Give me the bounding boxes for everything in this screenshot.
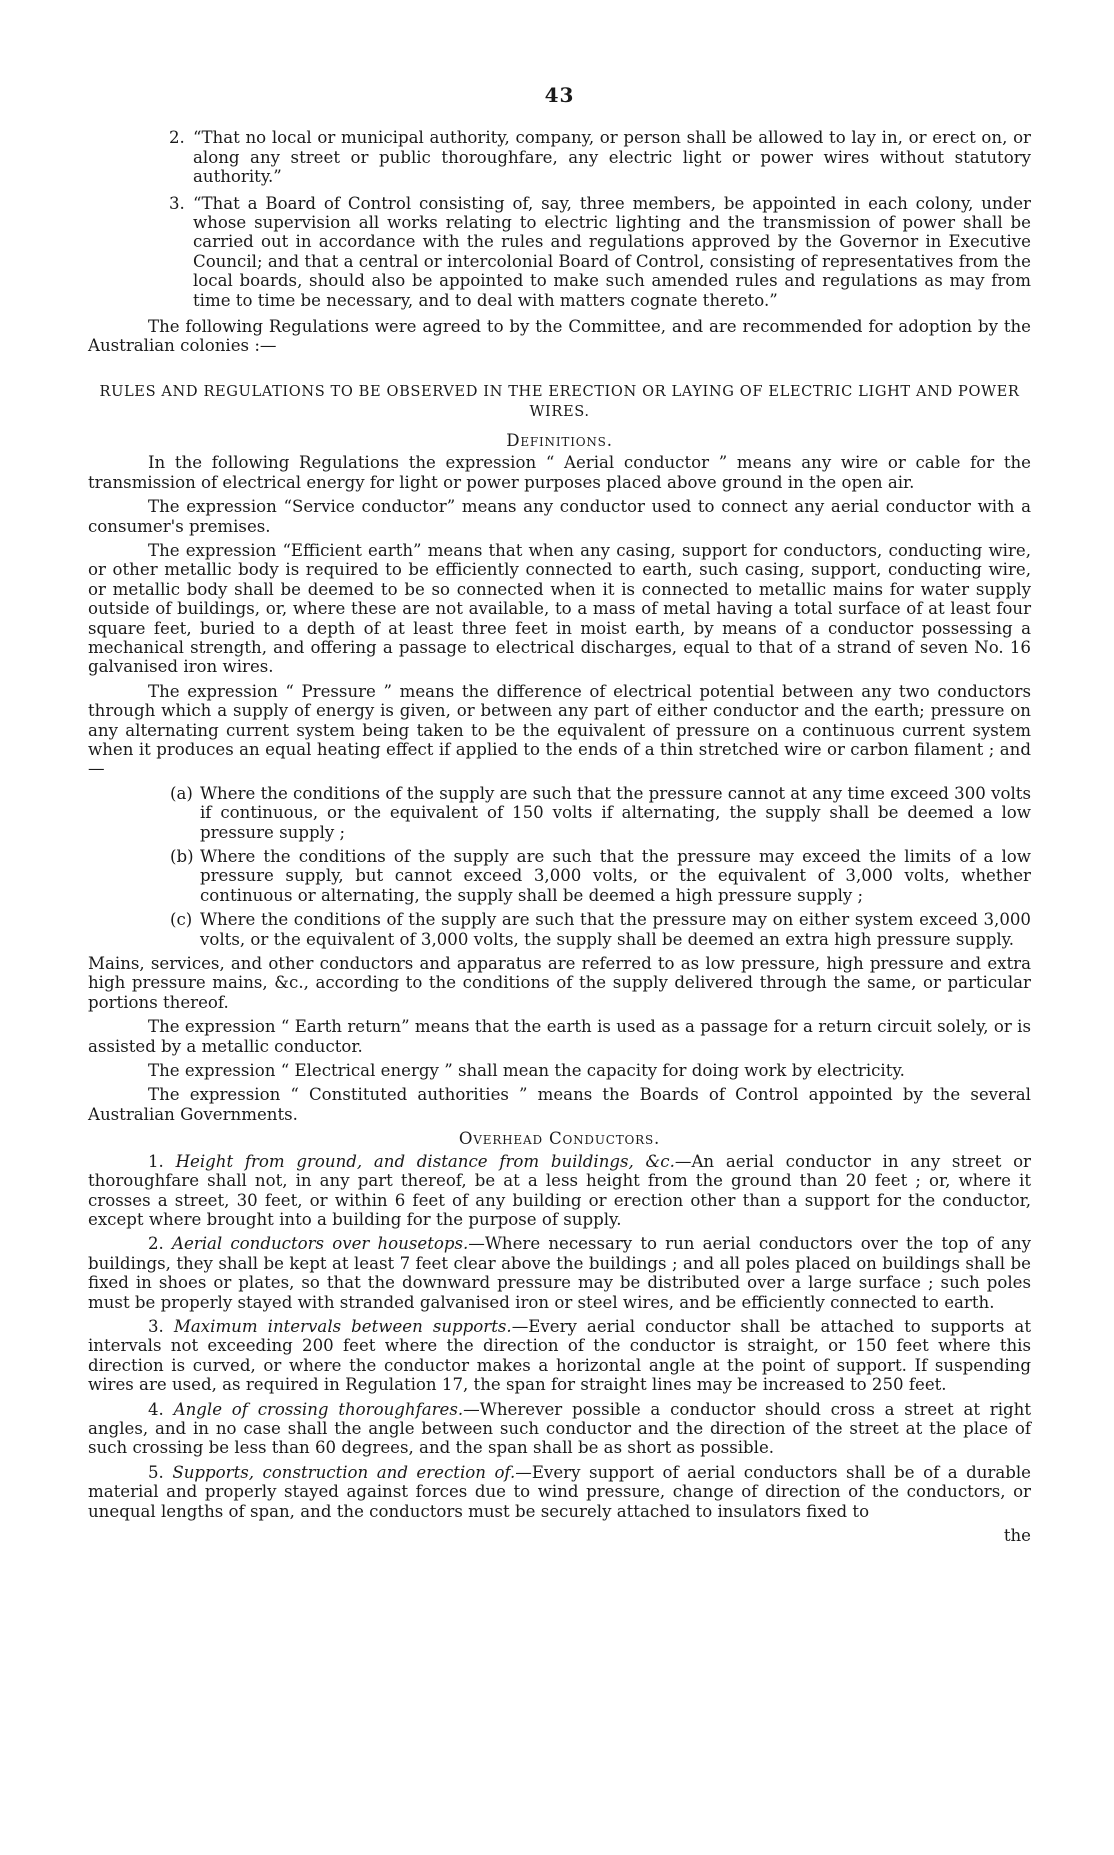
intro-item-text: “That a Board of Control consisting of, say, three members, be appointed in each colony, under whose supervision all works relating to electric lighting and the transmission of power shall be carried out in accordance with the rules and regulations approved by the Governor in Executive Council; and that a central or intercolonial Board of Control, consisting of representatives from the local boards, should also be appointed to make such amended rules and regulations as may from time to time be necessary, and to deal with matters cognate thereto.” — [193, 193, 1031, 310]
regulation-title: Angle of crossing thoroughfares. — [173, 1399, 464, 1419]
definition-paragraph: The expression “ Pressure ” means the difference of electrical potential between any two conductors through which a supply of energy is given, or between any part of either conductor and the earth; pressure on any alternating current system being taken to be the equivalent of pressure on a continuous current system when it produces an equal heating effect if applied to the ends of a thin stretched wire or carbon filament ; and— — [88, 681, 1031, 779]
definition-paragraph: In the following Regulations the expression “ Aerial conductor ” means any wire or cable for the transmission of electrical energy for light or power purposes placed above ground in the open air. — [88, 453, 1031, 492]
pressure-item-label: (c) — [170, 910, 193, 930]
regulation-paragraph — [88, 1234, 1031, 1312]
regulation-title: Maximum intervals between supports. — [173, 1316, 512, 1336]
pressure-item — [170, 910, 1031, 949]
pressure-item-label: (b) — [170, 847, 194, 866]
regulation-number: 1. — [148, 1151, 164, 1171]
pressure-item-text: Where the conditions of the supply are such that the pressure cannot at any time exceed 300 volts if continuous, or the equivalent of 150 volts if alternating, the supply shall be deemed a low pressure supply ; — [200, 783, 1031, 842]
regulation-paragraph — [88, 1400, 1031, 1458]
regulation-text: —Every aerial conductor shall be attached to supports at intervals not exceeding 200 feet where the direction of the conductor is straight, or 150 feet where this direction is curved, or where the conductor makes a horizontal angle at the point of support. If suspending wires are used, as required in Regulation 17, the span for straight lines may be increased to 250 feet. — [88, 1316, 1031, 1395]
definition-paragraph: The expression “ Constituted authorities ” means the Boards of Control appointed by the several Australian Governments. — [88, 1085, 1031, 1124]
definition-paragraph: The expression “Efficient earth” means that when any casing, support for conductors, conducting wire, or other metallic body is required to be efficiently connected to earth, such casing, support, conducting wire, or metallic body shall be deemed to be so connected when it is connected to metallic mains for water supply outside of buildings, or, where these are not available, to a mass of metal having a total surface of at least four square feet, buried to a depth of at least three feet in moist earth, by means of a conductor possessing a mechanical strength, and offering a passage to electrical discharges, equal to that of a strand of seven No. 16 galvanised iron wires. — [88, 540, 1031, 677]
document-page — [88, 83, 1031, 1545]
regulation-text: —Wherever possible a conductor should cross a street at right angles, and in no case shall the angle between such conductor and the direction of the street at the place of such crossing be less than 60 degrees, and the span shall be as short as possible. — [88, 1399, 1031, 1458]
intro-item-text: “That no local or municipal authority, company, or person shall be allowed to lay in, or erect on, or along any street or public thoroughfare, any electric light or power wires without statutory authority.” — [193, 128, 1031, 187]
main-heading: RULES AND REGULATIONS TO BE OBSERVED IN THE ERECTION OR LAYING OF ELECTRIC LIGHT AND POWER WIRES. — [99, 382, 1020, 420]
regulation-paragraph — [88, 1152, 1031, 1230]
regulation-text: —Where necessary to run aerial conductors over the top of any buildings, they shall be kept at least 7 feet clear above the buildings ; and all poles placed on buildings shall be fixed in shoes or plates, so that the downward pressure may be distributed over a large surface ; such poles must be properly stayed with stranded galvanised iron or steel wires, and be efficiently connected to earth. — [88, 1234, 1031, 1312]
regulation-text: —Every support of aerial conductors shall be of a durable material and properly stayed against forces due to wind pressure, change of direction of the conductors, or unequal lengths of span, and the conductors must be securely attached to insulators fixed to — [88, 1462, 1031, 1521]
intro-item — [169, 194, 1031, 310]
regulation-title: Supports, construction and erection of. — [172, 1462, 516, 1482]
regulation-paragraph — [88, 1317, 1031, 1395]
intro-item-number: 3. — [169, 193, 185, 213]
pressure-item-text: Where the conditions of the supply are such that the pressure may exceed the limits of a low pressure supply, but cannot exceed 3,000 volts, or the equivalent of 3,000 volts, whether continuous or alternating, the supply shall be deemed a high pressure supply ; — [200, 847, 1031, 905]
overhead-conductors-heading: Overhead Conductors. — [458, 1129, 661, 1149]
regulation-title: Aerial conductors over housetops. — [172, 1234, 469, 1254]
definitions-heading: Definitions. — [506, 430, 613, 450]
catchword: the — [1003, 1526, 1031, 1545]
pressure-item — [170, 847, 1031, 905]
definition-paragraph: The expression “Service conductor” means any conductor used to connect any aerial conductor with a consumer's premises. — [88, 497, 1031, 536]
regulation-paragraph — [88, 1463, 1031, 1521]
regulation-number: 3. — [148, 1316, 164, 1336]
mains-paragraph: Mains, services, and other conductors and apparatus are referred to as low pressure, high pressure and extra high pressure mains, &c., according to the conditions of the supply delivered through the same, or particular portions thereof. — [88, 954, 1031, 1012]
page-number: 43 — [544, 83, 575, 107]
intro-item — [169, 128, 1031, 186]
regulation-title: Height from ground, and distance from buildings, &c. — [175, 1151, 675, 1171]
pressure-item-label: (a) — [170, 783, 193, 803]
intro-item-number: 2. — [169, 128, 185, 148]
regulation-number: 4. — [148, 1399, 164, 1419]
definition-paragraph: The expression “ Earth return” means that the earth is used as a passage for a return circuit solely, or is assisted by a metallic conductor. — [88, 1017, 1031, 1056]
regulation-number: 2. — [148, 1234, 164, 1254]
intro-paragraph: The following Regulations were agreed to by the Committee, and are recommended for adoption by the Australian colonies :— — [88, 317, 1031, 356]
regulation-number: 5. — [148, 1462, 164, 1482]
definition-paragraph: The expression “ Electrical energy ” shall mean the capacity for doing work by electricity. — [148, 1061, 905, 1081]
pressure-item-text: Where the conditions of the supply are such that the pressure may on either system exceed 3,000 volts, or the equivalent of 3,000 volts, the supply shall be deemed an extra high pressure supply. — [200, 910, 1031, 949]
regulation-text: —An aerial conductor in any street or thoroughfare shall not, in any part thereof, be at a less height from the ground than 20 feet ; or, where it crosses a street, 30 feet, or within 6 feet of any building or erection other than a support for the conductor, except where brought into a building for the purpose of supply. — [88, 1151, 1031, 1229]
pressure-item — [170, 784, 1031, 842]
